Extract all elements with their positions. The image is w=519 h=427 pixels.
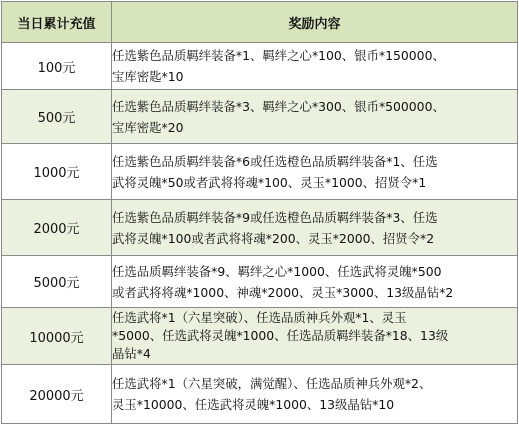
- reward-line: 宝库密匙*20: [112, 119, 184, 135]
- reward-content: [112, 256, 518, 308]
- reward-line: 任选紫色品质羁绊装备*6或任选橙色品质羁绊装备*1、任选: [112, 153, 438, 169]
- reward-line: 任选紫色品质羁绊装备*3、羁绊之心*300、银币*500000、: [112, 98, 445, 114]
- table-row: [2, 308, 518, 365]
- reward-line: 武将灵魄*50或者武将将魂*100、灵玉*1000、招贤令*1: [112, 174, 427, 190]
- reward-content: [112, 43, 518, 90]
- reward-content: [112, 90, 518, 144]
- reward-line: 任选品质羁绊装备*9、羁绊之心*1000、任选武将灵魄*500: [112, 263, 442, 279]
- recharge-amount: 1000元: [2, 144, 112, 200]
- table-header-row: [2, 2, 518, 43]
- table-row: [2, 365, 518, 424]
- reward-line: *5000、任选武将灵魄*1000、任选品质羁绊装备*18、13级: [112, 328, 449, 343]
- reward-line: 或者武将将魂*1000、神魂*2000、灵玉*3000、13级晶钻*2: [112, 284, 454, 300]
- recharge-rewards-table: [1, 1, 518, 424]
- table-row: [2, 200, 518, 256]
- reward-line: 晶钻*4: [112, 346, 151, 361]
- recharge-amount: 5000元: [2, 256, 112, 308]
- table-row: [2, 90, 518, 144]
- reward-content: [112, 365, 518, 424]
- reward-content: [112, 308, 518, 365]
- recharge-amount: 100元: [2, 43, 112, 90]
- table-row: [2, 43, 518, 90]
- reward-content: [112, 144, 518, 200]
- reward-line: 任选紫色品质羁绊装备*9或任选橙色品质羁绊装备*3、任选: [112, 209, 438, 225]
- reward-line: 任选紫色品质羁绊装备*1、羁绊之心*100、银币*150000、: [112, 48, 445, 63]
- reward-line: 灵玉*10000、任选武将灵魄*1000、13级晶钻*10: [112, 397, 395, 412]
- reward-line: 武将灵魄*100或者武将将魂*200、灵玉*2000、招贤令*2: [112, 230, 435, 246]
- table-row: [2, 144, 518, 200]
- recharge-amount: 2000元: [2, 200, 112, 256]
- recharge-amount: 20000元: [2, 365, 112, 424]
- table-row: [2, 256, 518, 308]
- reward-line: 任选武将*1（六星突破，满觉醒）、任选品质神兵外观*2、: [112, 376, 432, 391]
- reward-content: [112, 200, 518, 256]
- header-reward-content: 奖励内容: [112, 2, 518, 43]
- recharge-amount: 10000元: [2, 308, 112, 365]
- reward-line: 宝库密匙*10: [112, 69, 184, 84]
- recharge-amount: 500元: [2, 90, 112, 144]
- header-recharge-amount: 当日累计充值: [2, 2, 112, 43]
- reward-line: 任选武将*1（六星突破）、任选品质神兵外观*1、灵玉: [112, 310, 407, 325]
